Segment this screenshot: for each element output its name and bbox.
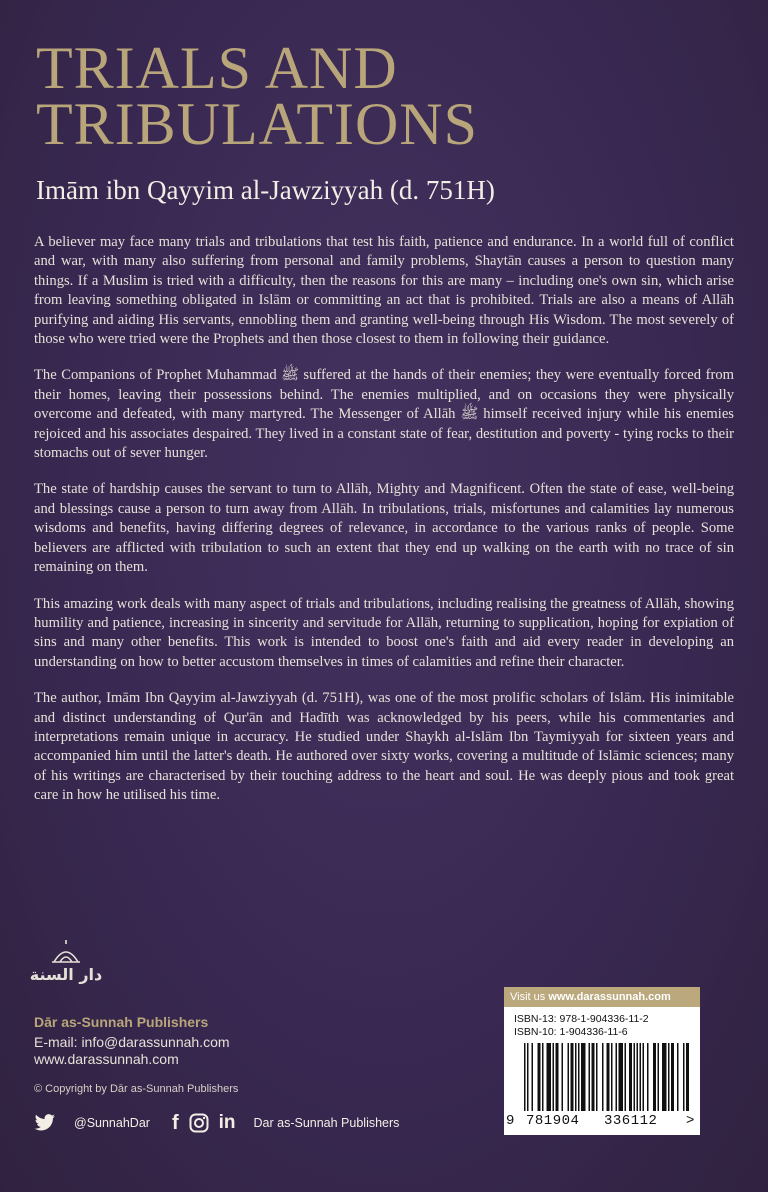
publisher-contact xyxy=(34,1034,230,1068)
barcode-bar xyxy=(683,1043,685,1111)
isbn-13: ISBN-13: 978-1-904336-11-2 xyxy=(514,1013,649,1025)
barcode-bar xyxy=(578,1043,580,1111)
barcode-bar xyxy=(575,1043,577,1111)
barcode-bar xyxy=(568,1043,570,1111)
blurb-paragraph: The author, Imām Ibn Qayyim al-Jawziyyah (d. 751H), was one of the most prolific scholars of Islām. His inimitable and distinct understanding of Qur'ān and Hadīth was acknowledged by his peers, while his commentaries and interpretations remain unique in accuracy. He studied under Shaykh al-Islām Ibn Taymiyyah for sixteen years and accompanied him until the latter's death. He authored over sixty works, covering a multitude of Islāmic sciences; many of his writings are characterised by their touching address to the heart and soul. He was deeply pious and took great care in how he utilised his time. xyxy=(34,690,734,804)
barcode-bar xyxy=(668,1043,670,1111)
book-title xyxy=(36,35,736,157)
publisher-logo xyxy=(30,940,102,986)
blurb-paragraph: This amazing work deals with many aspect of trials and tribulations, including realising the greatness of Allāh, showing humility and patience, increasing in sincerity and servitude for Allāh, returning to supplication, hoping for expiation of sins and many other benefits. This work is intended to boost one's faith and aid every reader in developing an understanding on how to better accustom themselves in times of calamities and refine their character. xyxy=(34,595,734,670)
social-page-name[interactable]: Dar as-Sunnah Publishers xyxy=(253,1116,400,1130)
barcode-bar xyxy=(637,1043,639,1111)
barcode-bar xyxy=(556,1043,559,1111)
author-line: Imām ibn Qayyim al-Jawziyyah (d. 751H) xyxy=(36,175,495,205)
barcode-bar xyxy=(596,1043,598,1111)
barcode-bar xyxy=(643,1043,645,1111)
linkedin-icon[interactable]: in xyxy=(218,1112,236,1133)
barcode-bar xyxy=(686,1043,689,1111)
blurb-paragraph: The Companions of Prophet Muhammad ﷺ suffered at the hands of their enemies; they were eventually forced from their homes, leaving their possessions behind. The enemies multiplied, and on occasions they were physically overcome and defeated, with many martyred. The Messenger of Allāh ﷺ himself received injury while his enemies rejoiced and his associates despaired. They lived in a constant state of fear, destitution and poverty - tying rocks to their stomachs out of sever hunger. xyxy=(34,367,734,462)
barcode-bar xyxy=(677,1043,679,1111)
barcode-bar xyxy=(553,1043,555,1111)
barcode-bar xyxy=(532,1043,534,1111)
barcode-bar xyxy=(647,1043,649,1111)
barcode-digit-lead: 9 xyxy=(506,1113,515,1129)
barcode-bar xyxy=(527,1043,529,1111)
barcode-bar xyxy=(640,1043,642,1111)
barcode-bar xyxy=(602,1043,604,1111)
barcode-bar xyxy=(524,1043,526,1111)
barcode-bar xyxy=(589,1043,591,1111)
barcode-bar xyxy=(619,1043,624,1111)
publisher-name: Dār as-Sunnah Publishers xyxy=(34,1014,209,1030)
barcode-digit-group-1: 781904 xyxy=(526,1113,580,1129)
barcode-arrow: > xyxy=(686,1113,695,1129)
social-links xyxy=(34,1108,399,1138)
barcode-bar xyxy=(629,1043,632,1111)
barcode-bar xyxy=(662,1043,667,1111)
title-line-1: TRIALS AND xyxy=(36,35,398,101)
publisher-email: E-mail: info@darassunnah.com xyxy=(34,1034,230,1050)
barcode-bar xyxy=(625,1043,627,1111)
barcode-bar xyxy=(592,1043,595,1111)
copyright-notice: © Copyright by Dār as-Sunnah Publishers xyxy=(34,1083,239,1095)
barcode-bar xyxy=(616,1043,618,1111)
blurb-text xyxy=(34,233,734,823)
barcode-image xyxy=(510,1043,694,1115)
isbn-10: ISBN-10: 1-904336-11-6 xyxy=(514,1026,628,1038)
instagram-icon[interactable] xyxy=(189,1113,209,1133)
facebook-icon[interactable]: f xyxy=(171,1111,179,1134)
barcode-bar xyxy=(653,1043,656,1111)
visit-banner xyxy=(504,987,700,1007)
barcode-bar xyxy=(634,1043,636,1111)
isbn-block xyxy=(514,1013,649,1039)
blurb-paragraph: A believer may face many trials and tribulations that test his faith, patience and endurance. In a world full of conflict and war, with many also suffering from personal and family problems, Shaytān causes a person to question many things. If a Muslim is tried with a difficulty, then the reasons for this are many – including one's own sin, which arise from leaving something obligated in Islām or committing an act that is prohibited. Trials are also a means of Allāh purifying and aiding His servants, ennobling them and granting well-being through His Wisdom. The most severely of those who were tried were the Prophets and then those closest to them in following their guidance. xyxy=(34,234,734,348)
barcode-bar xyxy=(571,1043,574,1111)
barcode-bar xyxy=(562,1043,564,1111)
barcode-bar xyxy=(547,1043,552,1111)
visit-prefix: Visit us xyxy=(510,991,546,1003)
publisher-website: www.darassunnah.com xyxy=(34,1051,179,1067)
barcode-bar xyxy=(658,1043,660,1111)
barcode-digit-group-2: 336112 xyxy=(604,1113,658,1129)
twitter-icon xyxy=(34,1114,56,1132)
barcode-bar xyxy=(671,1043,674,1111)
barcode-bar xyxy=(607,1043,610,1111)
barcode-bar xyxy=(542,1043,544,1111)
visit-url[interactable]: www.darassunnah.com xyxy=(548,991,671,1003)
barcode-bar xyxy=(611,1043,613,1111)
twitter-handle[interactable]: @SunnahDar xyxy=(74,1116,150,1130)
blurb-paragraph: The state of hardship causes the servant to turn to Allāh, Mighty and Magnificent. Often the state of ease, well-being and blessings cause a person to turn away from Allāh. In tribulations, trials, misfortunes and calamities lay numerous wisdoms and benefits, having differing degrees of relevance, in accordance to the various ranks of people. Some believers are afflicted with tribulation to such an extent that they end up walking on the earth with no trace of sin remaining on them. xyxy=(34,481,734,576)
barcode-panel xyxy=(504,987,700,1135)
barcode-bar xyxy=(581,1043,586,1111)
logo-text: دار السنة xyxy=(30,965,102,984)
barcode-bar xyxy=(538,1043,541,1111)
title-line-2: TRIBULATIONS xyxy=(36,91,478,157)
